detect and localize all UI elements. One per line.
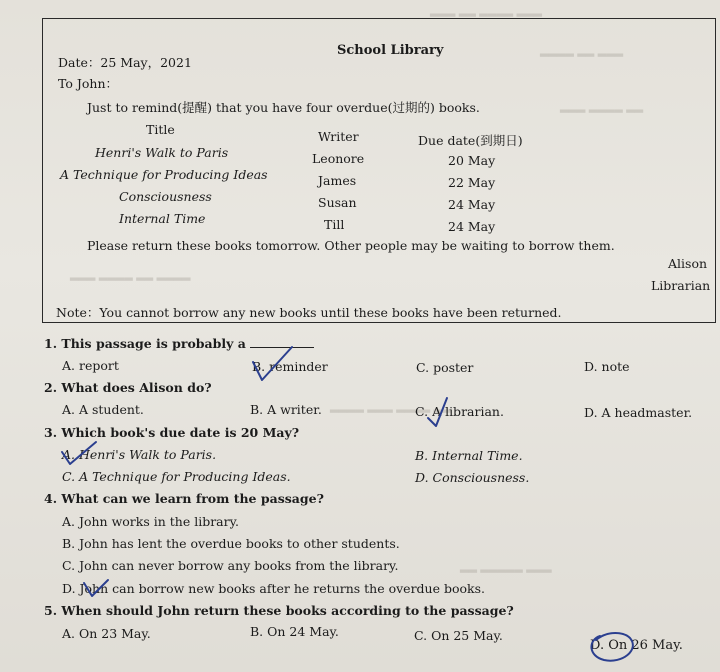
option-b[interactable]: B. A writer. (250, 402, 322, 417)
book-title: Consciousness (119, 189, 212, 204)
option-d[interactable]: D. On 26 May. (590, 638, 683, 653)
checkmark-icon (62, 442, 96, 464)
question-number: 2. (44, 380, 58, 395)
worksheet-page: ▂▂▂ ▂▂ ▂▂▂▂ ▂▂▂ ▂▂▂▂ ▂▂ ▂▂▂ ▂▂▂ ▂▂▂▂ ▂▂ ▂▂▂ ▂▂▂▂ ▂▂ ▂▂▂▂ ▂▂▂▂ ▂▂▂ ▂▂▂▂ ▂▂ ▂▂ ▂▂▂▂▂ ▂▂▂ School Library Date：25 May，2021 To John： Just to remind(提醒) that you have four overdue(过期的) books. Title Writer Due date(到期日) Henri's Walk to Paris Leonore 20 May A Technique for Producing Ideas James 22 May Consciousness Susan 24 May Internal Time Till 24 May Please return these books tomorrow. Other people may be waiting to borrow them. Alison Librarian Note：You cannot borrow any new books until these books have been returned. 1. This passage is probably a A. report B. reminder C. poster D. note 2. What does Alison do? A. A student. B. A writer. C. A librarian. D. A headmaster. 3. Which book's due date is 20 May? A. Henri's Walk to Paris. B. Internal Time. C. A Technique for Producing Ideas. D. Consciousness. 4. What can we learn from the passage? A. John works in the library. B. John has lent the overdue books to other students. C. John can never borrow any books from the library. D. John can borrow new books after he returns the overdue books. 5. When should John return these books according to the passage? A. On 23 May. B. On 24 May. C. On 25 May. D. On 26 May. (0, 0, 720, 672)
book-title: Henri's Walk to Paris (95, 145, 229, 160)
checkmark-icon (84, 580, 108, 596)
notice-heading: School Library (337, 43, 444, 58)
notice-request: Please return these books tomorrow. Other people may be waiting to borrow them. (87, 238, 615, 253)
signature-role: Librarian (651, 278, 711, 293)
option-b[interactable]: B. On 24 May. (250, 624, 339, 639)
book-title: A Technique for Producing Ideas (60, 167, 268, 182)
option-a[interactable]: A. John works in the library. (62, 514, 239, 529)
notice-intro: Just to remind(提醒) that you have four overdue(过期的) books. (87, 100, 480, 115)
option-a[interactable]: A. A student. (62, 402, 144, 417)
option-b[interactable]: B. reminder (252, 359, 328, 374)
checkmark-icon (253, 347, 292, 380)
option-a[interactable]: A. Henri's Walk to Paris. (62, 447, 217, 462)
signature-name: Alison (668, 256, 708, 271)
notice-footnote: Note：You cannot borrow any new books until these books have been returned. (56, 305, 562, 320)
option-b[interactable]: B. Internal Time. (415, 448, 523, 463)
notice-recipient: To John： (58, 76, 119, 91)
option-b[interactable]: B. John has lent the overdue books to other students. (62, 536, 400, 551)
question-number: 3. (44, 425, 58, 440)
question-number: 1. (44, 336, 58, 351)
option-c[interactable]: C. On 25 May. (414, 628, 503, 643)
book-due-date: 24 May (448, 219, 496, 234)
question-number: 4. (44, 491, 58, 506)
book-writer: Leonore (312, 151, 365, 166)
question-text: What can we learn from the passage? (61, 491, 324, 506)
question-text: What does Alison do? (61, 380, 212, 395)
option-c[interactable]: C. John can never borrow any books from the library. (62, 558, 399, 573)
book-title: Internal Time (119, 211, 206, 226)
book-due-date: 24 May (448, 197, 496, 212)
option-d[interactable]: D. note (584, 359, 630, 374)
option-a[interactable]: A. On 23 May. (62, 626, 151, 641)
question-text: Which book's due date is 20 May? (61, 425, 300, 440)
option-a[interactable]: A. report (62, 358, 119, 373)
option-d[interactable]: D. John can borrow new books after he returns the overdue books. (62, 581, 485, 596)
option-d[interactable]: D. A headmaster. (584, 405, 693, 420)
checkmark-icon (428, 398, 447, 426)
option-c[interactable]: C. poster (416, 360, 474, 375)
option-c[interactable]: C. A librarian. (415, 404, 504, 419)
question-text: This passage is probably a (61, 336, 246, 351)
book-due-date: 20 May (448, 153, 496, 168)
notice-date: Date：25 May，2021 (58, 55, 192, 70)
option-c[interactable]: C. A Technique for Producing Ideas. (62, 469, 291, 484)
column-due-date: Due date(到期日) (418, 133, 523, 148)
book-writer: James (318, 173, 357, 188)
option-d[interactable]: D. Consciousness. (415, 470, 530, 485)
column-writer: Writer (318, 129, 359, 144)
book-writer: Susan (318, 195, 357, 210)
column-title: Title (146, 122, 175, 137)
book-due-date: 22 May (448, 175, 496, 190)
circle-mark-icon (591, 633, 632, 661)
question-text: When should John return these books according to the passage? (61, 603, 514, 618)
question-number: 5. (44, 603, 58, 618)
book-writer: Till (324, 217, 345, 232)
